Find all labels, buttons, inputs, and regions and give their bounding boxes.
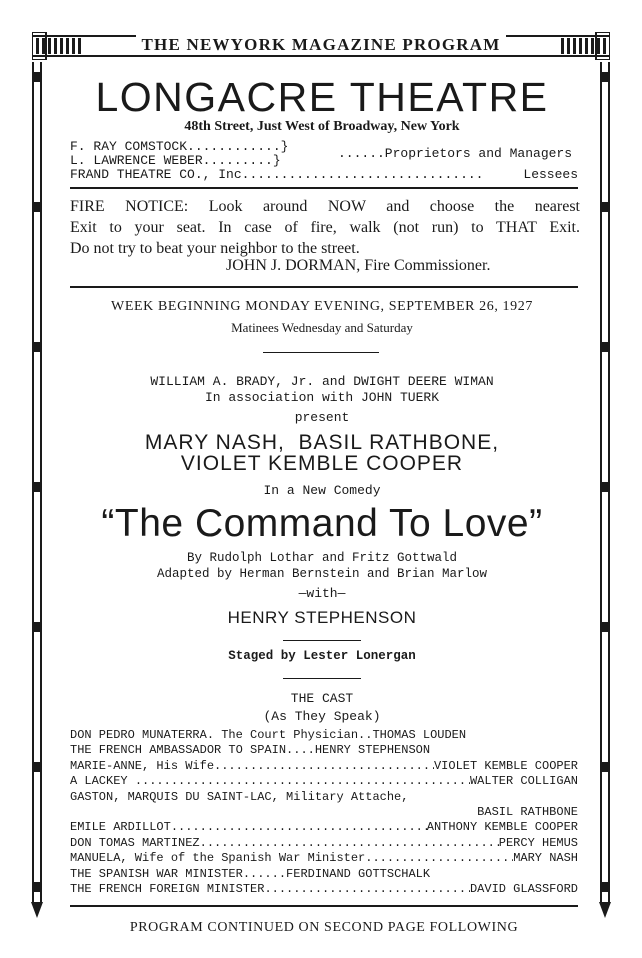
lessee-row bbox=[70, 167, 578, 182]
in-a-new-comedy: In a New Comedy bbox=[263, 483, 381, 498]
cast-actor: BASIL RATHBONE bbox=[477, 805, 578, 820]
cast-leader bbox=[171, 820, 427, 835]
adapted-by: Adapted by Herman Bernstein and Brian Marlow bbox=[156, 567, 488, 581]
cast-list bbox=[70, 728, 578, 897]
cast-row bbox=[70, 882, 578, 897]
fire-commissioner-signature: JOHN J. DORMAN, Fire Commissioner. bbox=[226, 257, 491, 274]
cast-row bbox=[70, 743, 578, 758]
week-beginning: WEEK BEGINNING MONDAY EVENING, SEPTEMBER 26, 1927 bbox=[111, 299, 533, 314]
theatre-address: 48th Street, Just West of Broadway, New York bbox=[184, 119, 460, 134]
divider-short-2 bbox=[283, 640, 361, 641]
stars-line-2: VIOLET KEMBLE COOPER bbox=[180, 452, 464, 475]
fire-notice bbox=[70, 196, 580, 259]
cast-row bbox=[70, 820, 578, 835]
cast-role: DON TOMAS MARTINEZ bbox=[70, 835, 200, 850]
staged-by: Staged by Lester Lonergan bbox=[228, 649, 416, 663]
proprietor-1: F. RAY COMSTOCK............} bbox=[70, 139, 289, 154]
cast-row bbox=[70, 790, 578, 821]
stars-line-1: MARY NASH, BASIL RATHBONE, bbox=[144, 431, 500, 454]
fire-notice-line-1: FIRE NOTICE: Look around NOW and choose the nearest bbox=[70, 198, 580, 215]
proprietor-2: L. LAWRENCE WEBER.........} bbox=[70, 153, 281, 168]
cast-row bbox=[70, 728, 578, 743]
play-title: “The Command To Love” bbox=[101, 502, 543, 545]
lessee-leader: ............................... bbox=[241, 167, 484, 182]
cast-actor: DAVID GLASSFORD bbox=[469, 882, 578, 897]
cast-actor: HENRY STEPHENSON bbox=[314, 743, 431, 758]
cast-leader bbox=[200, 836, 499, 851]
fire-notice-line-2: Exit to your seat. In case of fire, walk (not run) to THAT Exit. bbox=[70, 219, 580, 236]
cast-leader bbox=[264, 882, 470, 897]
cast-leader bbox=[214, 759, 434, 774]
featured-actor: HENRY STEPHENSON bbox=[227, 608, 417, 627]
cast-actor: FERDINAND GOTTSCHALK bbox=[286, 866, 431, 881]
producers: WILLIAM A. BRADY, Jr. and DWIGHT DEERE WIMAN bbox=[150, 374, 494, 389]
cast-row bbox=[70, 851, 578, 866]
cast-leader bbox=[135, 774, 470, 789]
cast-row bbox=[70, 759, 578, 774]
left-border-ornament bbox=[30, 62, 44, 920]
cast-actor: VIOLET KEMBLE COOPER bbox=[433, 758, 578, 773]
lessee-name: FRAND THEATRE CO., Inc bbox=[70, 167, 242, 182]
program-continued: PROGRAM CONTINUED ON SECOND PAGE FOLLOWING bbox=[129, 920, 519, 935]
association: In association with JOHN TUERK bbox=[204, 390, 440, 405]
cast-role: GASTON, MARQUIS DU SAINT-LAC, Military Attache, bbox=[70, 789, 409, 804]
divider-top bbox=[70, 187, 578, 189]
fire-notice-line-3: Do not try to beat your neighbor to the street. bbox=[70, 240, 360, 257]
cast-role: THE FRENCH FOREIGN MINISTER bbox=[70, 882, 265, 897]
cast-actor: THOMAS LOUDEN bbox=[372, 728, 467, 742]
cast-role: THE FRENCH AMBASSADOR TO SPAIN.... bbox=[70, 743, 315, 758]
cast-role: DON PEDRO MUNATERRA. The Court Physician.. bbox=[70, 728, 373, 742]
divider-short-1 bbox=[263, 352, 379, 353]
cast-actor: MARY NASH bbox=[513, 851, 578, 866]
divider-short-3 bbox=[283, 678, 361, 679]
cast-actor: WALTER COLLIGAN bbox=[469, 774, 578, 789]
cast-role: MARIE-ANNE, His Wife bbox=[70, 758, 215, 773]
cast-row bbox=[70, 867, 578, 882]
theatre-name: LONGACRE THEATRE bbox=[95, 74, 549, 120]
cast-leader bbox=[365, 851, 513, 866]
divider-bottom bbox=[70, 905, 578, 907]
with-label: —with— bbox=[298, 586, 346, 601]
right-border-ornament bbox=[598, 62, 612, 920]
cast-role: A LACKEY bbox=[70, 774, 135, 789]
cast-actor: ANTHONY KEMBLE COOPER bbox=[426, 820, 578, 835]
proprietors-role: ......Proprietors and Managers bbox=[338, 146, 573, 161]
cast-heading: THE CAST bbox=[290, 691, 354, 706]
header-band-title: THE NEWYORK MAGAZINE PROGRAM bbox=[0, 35, 642, 55]
cast-role: THE SPANISH WAR MINISTER...... bbox=[70, 866, 287, 881]
cast-row bbox=[70, 836, 578, 851]
matinees: Matinees Wednesday and Saturday bbox=[231, 320, 413, 335]
cast-subheading: (As They Speak) bbox=[263, 709, 381, 724]
cast-role: EMILE ARDILLOT bbox=[70, 820, 171, 835]
cast-row bbox=[70, 774, 578, 789]
cast-actor: PERCY HEMUS bbox=[498, 835, 578, 850]
cast-role: MANUELA, Wife of the Spanish War Minister bbox=[70, 851, 366, 866]
lessee-role: Lessees bbox=[523, 167, 578, 182]
authors: By Rudolph Lothar and Fritz Gottwald bbox=[186, 551, 458, 565]
divider-fire bbox=[70, 286, 578, 288]
present: present bbox=[294, 410, 350, 425]
